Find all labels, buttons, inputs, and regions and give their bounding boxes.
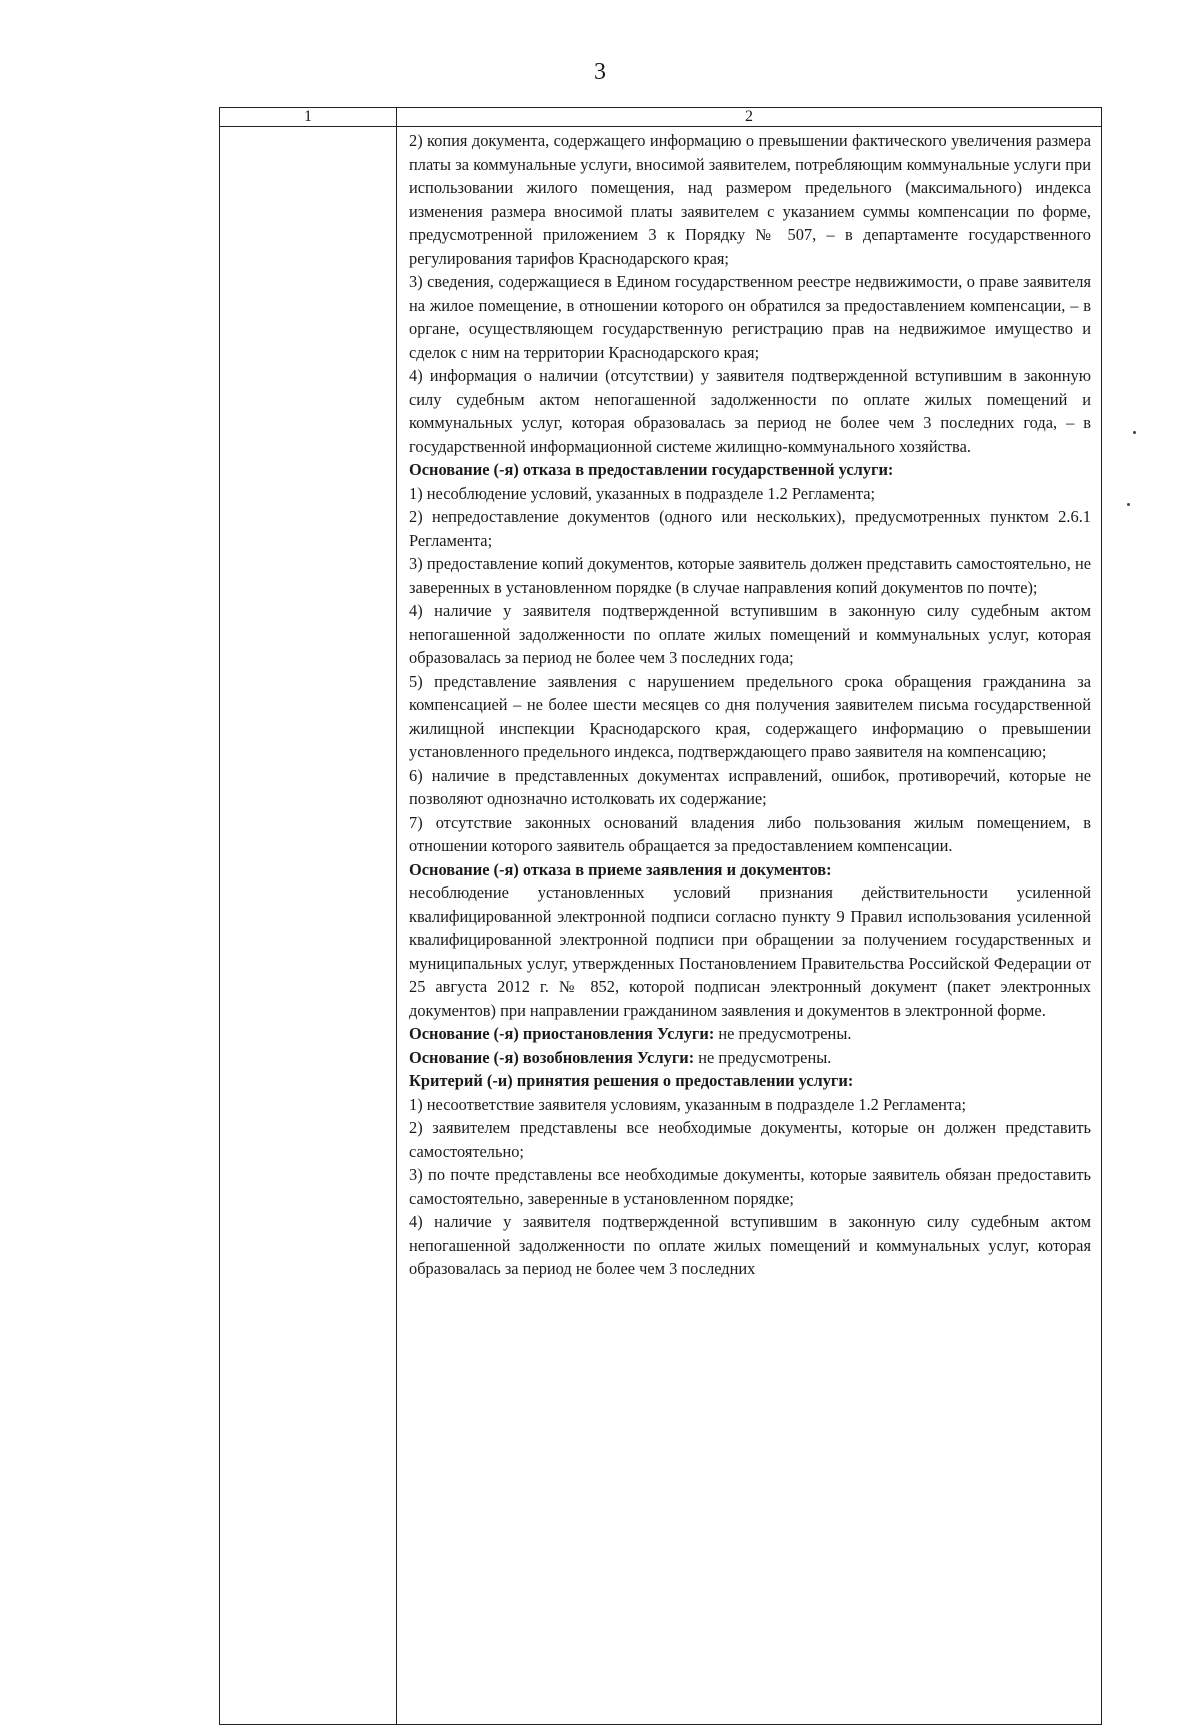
paragraph: 1) несоответствие заявителя условиям, указанным в подразделе 1.2 Регламента; xyxy=(409,1094,967,1114)
paragraph: 2) копия документа, содержащего информацию о превышении фактического увеличения размера платы за коммунальные услуги, вносимой заявителем, потребляющим коммунальные услуги при использовании жилого помещения, над размером предельного (максимального) индекса изменения размера вносимой платы заявителем с указанием суммы компенсации по форме, предусмотренной приложением 3 к Порядку № 507, – в департаменте государственного регулирования тарифов Краснодарского края; xyxy=(409,131,1091,268)
section-heading: Критерий (-и) принятия решения о предоставлении услуги: xyxy=(409,1071,854,1090)
page-number: 3 xyxy=(594,59,606,85)
paragraph: 6) наличие в представленных документах исправлений, ошибок, противоречий, которые не позволяют однозначно истолковать их содержание; xyxy=(409,765,1091,808)
paragraph-label: Основание (-я) приостановления Услуги: xyxy=(409,1024,715,1043)
paragraph: 7) отсутствие законных оснований владения либо пользования жилым помещением, в отношении которого заявитель обращается за предоставлением компенсации. xyxy=(409,812,1091,855)
paragraph-label: Основание (-я) возобновления Услуги: xyxy=(409,1047,695,1067)
paragraph: 1) несоблюдение условий, указанных в подразделе 1.2 Регламента; xyxy=(409,483,876,503)
paragraph: 3) предоставление копий документов, которые заявитель должен представить самостоятельно, не заверенных в установленном порядке (в случае направления копий документов по почте); xyxy=(409,554,1091,597)
scan-speck xyxy=(1133,431,1136,434)
scan-speck xyxy=(1127,503,1130,506)
paragraph: 3) сведения, содержащиеся в Едином государственном реестре недвижимости, о праве заявителя на жилое помещение, в отношении которого он обратился за предоставлением компенсации, – в органе, осуществляющем государственную регистрацию прав на недвижимое имущество и сделок с ним на территории Краснодарского края; xyxy=(409,272,1091,362)
paragraph-value: не предусмотрены. xyxy=(714,1024,852,1043)
left-column-cell xyxy=(220,127,397,1725)
section-heading: Основание (-я) отказа в приеме заявления и документов: xyxy=(409,859,832,879)
paragraph: 5) представление заявления с нарушением предельного срока обращения гражданина за компенсацией – не более шести месяцев со дня получения заявителем письма государственной жилищной инспекции Краснодарского края, содержащего информацию о превышении установленного предельного индекса, подтверждающего право заявителя на компенсацию; xyxy=(409,671,1091,761)
paragraph: 4) наличие у заявителя подтвержденной вступившим в законную силу судебным актом непогашенной задолженности по оплате жилых помещений и коммунальных услуг, которая образовалась за период не более чем 3 последних xyxy=(409,1212,1091,1278)
header-cell-col1: 1 xyxy=(220,108,397,127)
paragraph: 4) информация о наличии (отсутствии) у заявителя подтвержденной вступившим в законную силу судебным актом непогашенной задолженности по оплате жилых помещений и коммунальных услуг, которая образовалась за период не более чем 3 последних года, – в государственной информационной системе жилищно-коммунального хозяйства. xyxy=(409,366,1091,456)
right-column-cell xyxy=(397,127,1102,1725)
section-heading: Основание (-я) отказа в предоставлении государственной услуги: xyxy=(409,460,894,479)
labeled-paragraph xyxy=(409,1022,1091,1046)
paragraph-value: не предусмотрены. xyxy=(694,1047,832,1067)
paragraph: несоблюдение установленных условий признания действительности усиленной квалифицированной электронной подписи согласно пункту 9 Правил использования усиленной квалифицированной электронной подписи при обращении за получением государственных и муниципальных услуг, утвержденных Постановлением Правительства Российской Федерации от 25 августа 2012 г. № 852, которой подписан электронный документ (пакет электронных документов) при направлении гражданином заявления и документов в электронной форме. xyxy=(409,883,1091,1020)
paragraph: 4) наличие у заявителя подтвержденной вступившим в законную силу судебным актом непогашенной задолженности по оплате жилых помещений и коммунальных услуг, которая образовалась за период не более чем 3 последних года; xyxy=(409,601,1091,667)
document-table xyxy=(219,107,1102,1725)
header-cell-col2: 2 xyxy=(397,108,1102,127)
table-header-row xyxy=(220,108,1102,127)
labeled-paragraph xyxy=(409,1046,1091,1070)
content-text xyxy=(397,127,1101,1724)
paragraph: 2) непредоставление документов (одного или нескольких), предусмотренных пунктом 2.6.1 Регламента; xyxy=(409,507,1091,550)
paragraph: 2) заявителем представлены все необходимые документы, которые он должен представить самостоятельно; xyxy=(409,1118,1091,1161)
table-content-row xyxy=(220,127,1102,1725)
paragraph: 3) по почте представлены все необходимые документы, которые заявитель обязан предоставить самостоятельно, заверенные в установленном порядке; xyxy=(409,1165,1091,1208)
